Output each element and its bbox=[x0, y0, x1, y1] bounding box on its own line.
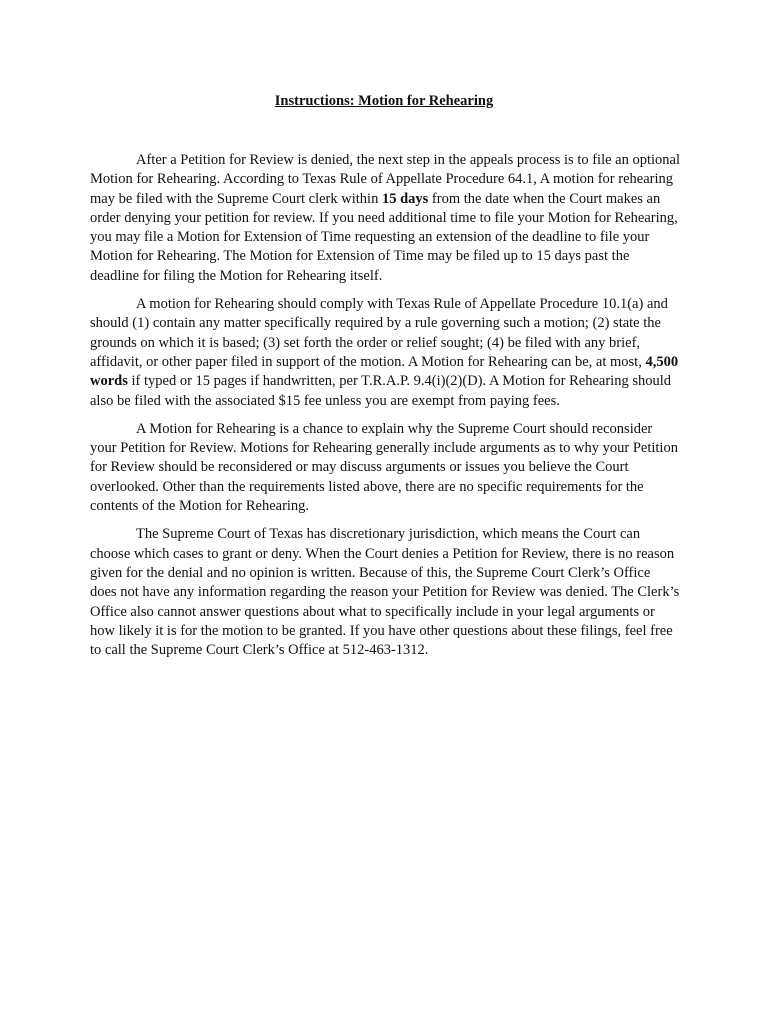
paragraph-text: if typed or 15 pages if handwritten, per T.R.A.P. 9.4(i)(2)(D). A Motion for Rehearing should also be filed with the associated $15 fee unless you are exempt from paying fees. bbox=[90, 373, 671, 409]
paragraph-requirements bbox=[90, 295, 680, 411]
paragraph-filing-deadline bbox=[90, 151, 680, 286]
paragraph-text: After a Petition for Review is denied, the next step in the appeals process is to file an optional Motion for Rehearing. According to Texas Rule of Appellate Procedure 64.1, A motion for rehearing may be filed with the Supreme Court clerk within bbox=[90, 152, 681, 207]
emphasis-word-limit: 4,500 words bbox=[90, 353, 679, 390]
paragraph-text: from the date when the Court makes an order denying your petition for review. If you need additional time to file your Motion for Rehearing, you may file a Motion for Extension of Time requesting an extension of the deadline to file your Motion for Rehearing. The Motion for Extension of Time may be filed up to 15 days past the deadline for filing the Motion for Rehearing itself. bbox=[90, 190, 678, 284]
paragraph-jurisdiction: The Supreme Court of Texas has discretionary jurisdiction, which means the Court can choose which cases to grant or deny. When the Court denies a Petition for Review, there is no reason given for the denial and no opinion is written. Because of this, the Supreme Court Clerk’s Office does not have any information regarding the reason your Petition for Review was denied. The Clerk’s Office also cannot answer questions about what to specifically include in your legal arguments or how likely it is for the motion to be granted. If you have other questions about these filings, feel free to call the Supreme Court Clerk’s Office at 512-463-1312. bbox=[90, 526, 680, 659]
paragraph-text: A motion for Rehearing should comply with Texas Rule of Appellate Procedure 10.1(a) and should (1) contain any matter specifically required by a rule governing such a motion; (2) state the grounds on which it is based; (3) set forth the order or relief sought; (4) be filed with any brief, affidavit, or other paper filed in support of the motion. A Motion for Rehearing can be, at most, bbox=[90, 296, 668, 370]
document-body bbox=[90, 151, 680, 669]
emphasis-deadline: 15 days bbox=[381, 190, 429, 207]
paragraph-purpose: A Motion for Rehearing is a chance to explain why the Supreme Court should reconsider your Petition for Review. Motions for Rehearing generally include arguments as to why your Petition for Review should be reconsidered or may discuss arguments or issues you believe the Court overlooked. Other than the requirements listed above, there are no specific requirements for the contents of the Motion for Rehearing. bbox=[90, 420, 678, 515]
document-title: Instructions: Motion for Rehearing bbox=[274, 93, 494, 109]
